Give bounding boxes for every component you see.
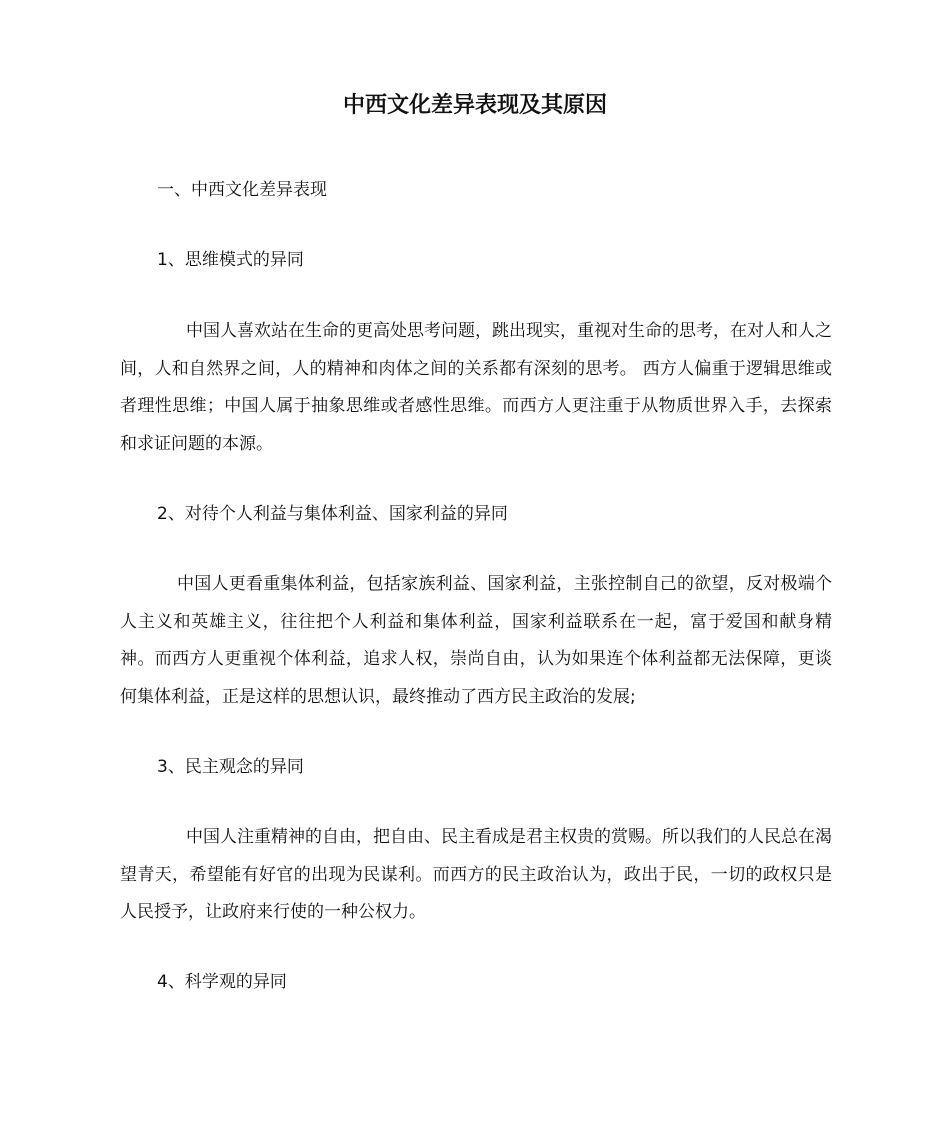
section-heading-1: 一、中西文化差异表现 bbox=[157, 180, 327, 200]
document-title: 中西文化差异表现及其原因 bbox=[342, 93, 607, 118]
paragraph-1: 中国人喜欢站在生命的更高处思考问题，跳出现实，重视对生命的思考，在对人和人之间，人和自然界之间，人的精神和肉体之间的关系都有深刻的思考。 西方人偏重于逻辑思维或者理性思维；中国人属于抽象思维或者感性思维。而西方人更注重于从物质世界入手，去探索和求证问题的本源。 bbox=[120, 321, 832, 454]
paragraph-2: 中国人更看重集体利益，包括家族利益、国家利益，主张控制自己的欲望，反对极端个人主义和英雄主义，往往把个人利益和集体利益，国家利益联系在一起，富于爱国和献身精神。而西方人更重视个体利益，追求人权，崇尚自由，认为如果连个体利益都无法保障，更谈何集体利益，正是这样的思想认识，最终推动了西方民主政治的发展; bbox=[120, 574, 832, 707]
paragraph-3: 中国人注重精神的自由，把自由、民主看成是君主权贵的赏赐。所以我们的人民总在渴望青天，希望能有好官的出现为民谋利。而西方的民主政治认为，政出于民，一切的政权只是人民授予，让政府来行使的一种公权力。 bbox=[120, 827, 832, 922]
subsection-heading-4: 4、科学观的异同 bbox=[157, 972, 287, 992]
subsection-heading-1: 1、思维模式的异同 bbox=[157, 250, 304, 270]
subsection-heading-3: 3、民主观念的异同 bbox=[157, 757, 304, 777]
subsection-heading-2: 2、对待个人利益与集体利益、国家利益的异同 bbox=[157, 504, 508, 524]
